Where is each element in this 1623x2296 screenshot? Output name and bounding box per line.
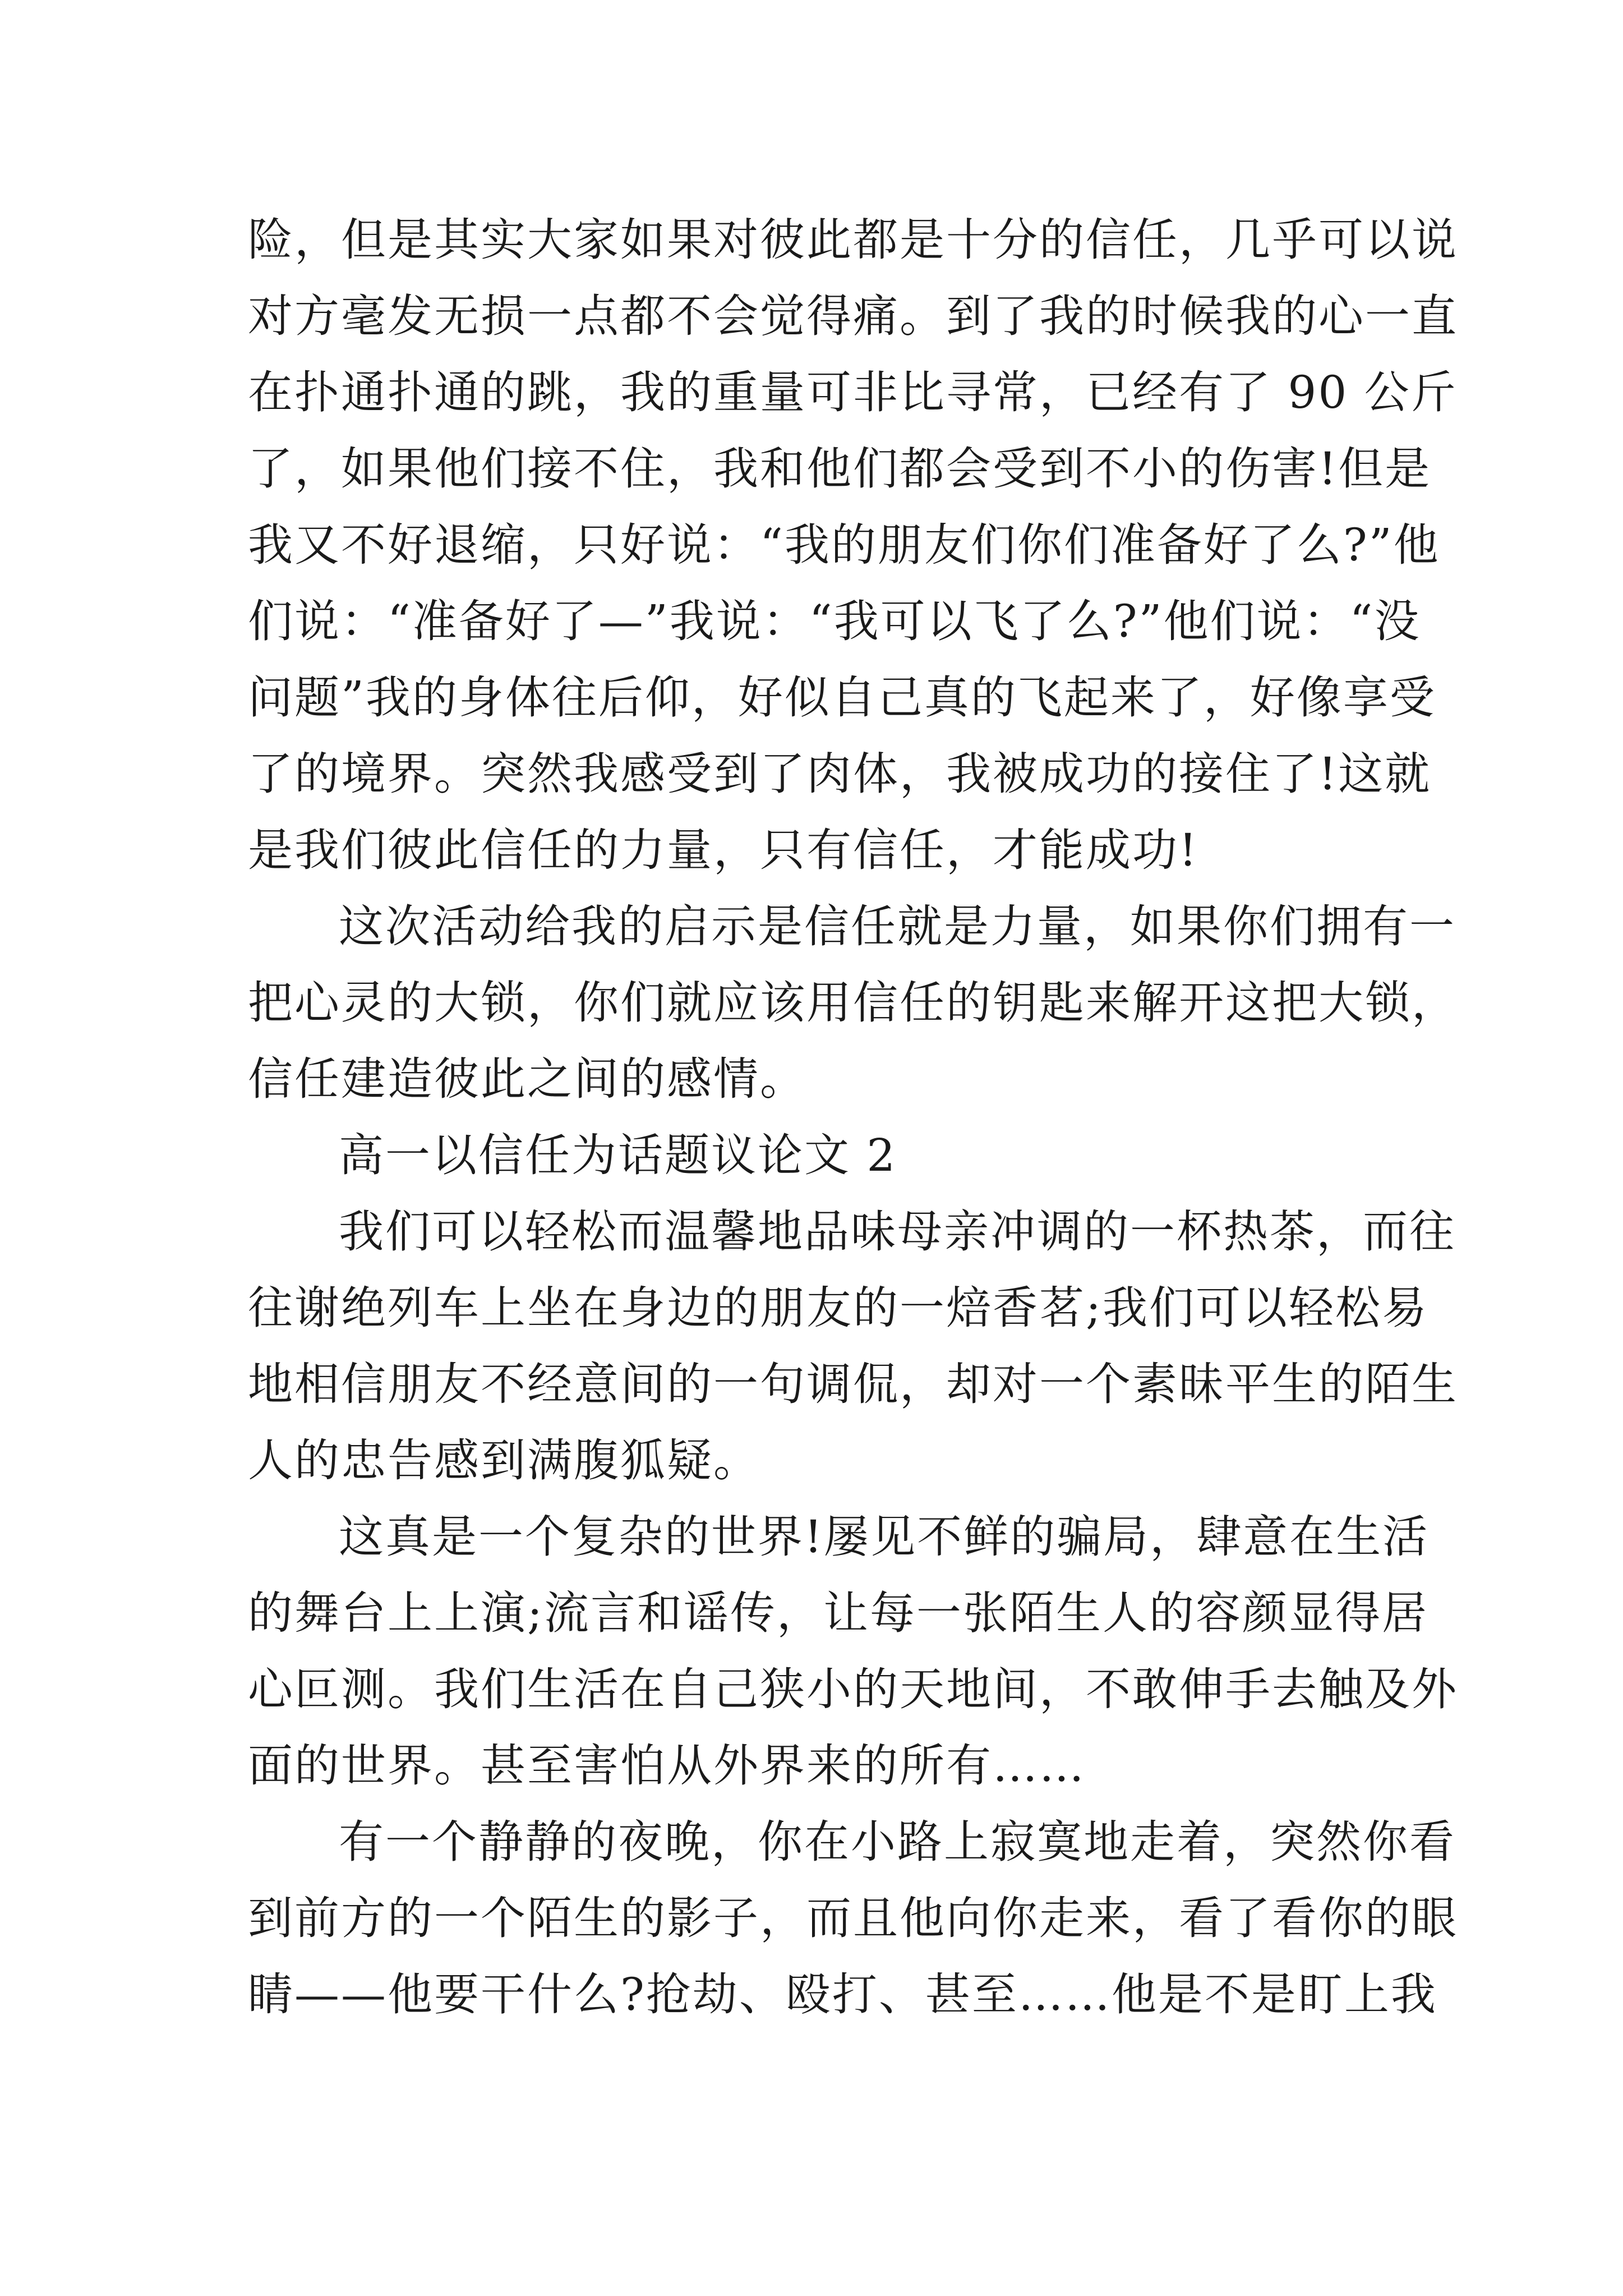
text-line: 睛——他要干什么?抢劫、殴打、甚至……他是不是盯上我: [248, 1968, 1437, 2021]
text-line: 对方毫发无损一点都不会觉得痛。到了我的时候我的心一直: [248, 290, 1458, 342]
text-line: 在扑通扑通的跳，我的重量可非比寻常，已经有了 90 公斤: [248, 366, 1458, 418]
text-line: 到前方的一个陌生的影子，而且他向你走来，看了看你的眼: [248, 1892, 1458, 1944]
paragraph-first-line: 我们可以轻松而温馨地品味母亲冲调的一杯热茶，而往: [339, 1205, 1456, 1258]
text-line: 把心灵的大锁，你们就应该用信任的钥匙来解开这把大锁，: [248, 977, 1458, 1029]
text-line: 险，但是其实大家如果对彼此都是十分的信任，几乎可以说: [248, 214, 1458, 266]
paragraph-first-line: 这真是一个复杂的世界!屡见不鲜的骗局，肆意在生活: [339, 1511, 1430, 1563]
text-line: 信任建造彼此之间的感情。: [248, 1053, 806, 1105]
text-line: 心叵测。我们生活在自己狭小的天地间，不敢伸手去触及外: [248, 1663, 1458, 1715]
body-text: [248, 202, 1458, 2033]
text-line: 们说：“准备好了—”我说：“我可以飞了么?”他们说：“没: [248, 595, 1421, 647]
text-line: 问题”我的身体往后仰，好似自己真的飞起来了，好像享受: [248, 671, 1436, 724]
text-line: 的舞台上上演;流言和谣传，让每一张陌生人的容颜显得居: [248, 1587, 1428, 1639]
text-line: 人的忠告感到满腹狐疑。: [248, 1434, 760, 1487]
section-heading: 高一以信任为话题议论文 2: [339, 1129, 897, 1181]
text-line: 了的境界。突然我感受到了肉体，我被成功的接住了!这就: [248, 748, 1432, 800]
text-line: 我又不好退缩，只好说：“我的朋友们你们准备好了么?”他: [248, 519, 1440, 571]
text-line: 往谢绝列车上坐在身边的朋友的一焙香茗;我们可以轻松易: [248, 1282, 1428, 1334]
text-line: 是我们彼此信任的力量，只有信任，才能成功!: [248, 824, 1199, 876]
paragraph-first-line: 有一个静静的夜晚，你在小路上寂寞地走着，突然你看: [339, 1816, 1456, 1868]
paragraph-first-line: 这次活动给我的启示是信任就是力量，如果你们拥有一: [339, 900, 1456, 953]
text-line: 地相信朋友不经意间的一句调侃，却对一个素昧平生的陌生: [248, 1358, 1458, 1410]
text-line: 了，如果他们接不住，我和他们都会受到不小的伤害!但是: [248, 443, 1432, 495]
text-line: 面的世界。甚至害怕从外界来的所有……: [248, 1740, 1086, 1792]
